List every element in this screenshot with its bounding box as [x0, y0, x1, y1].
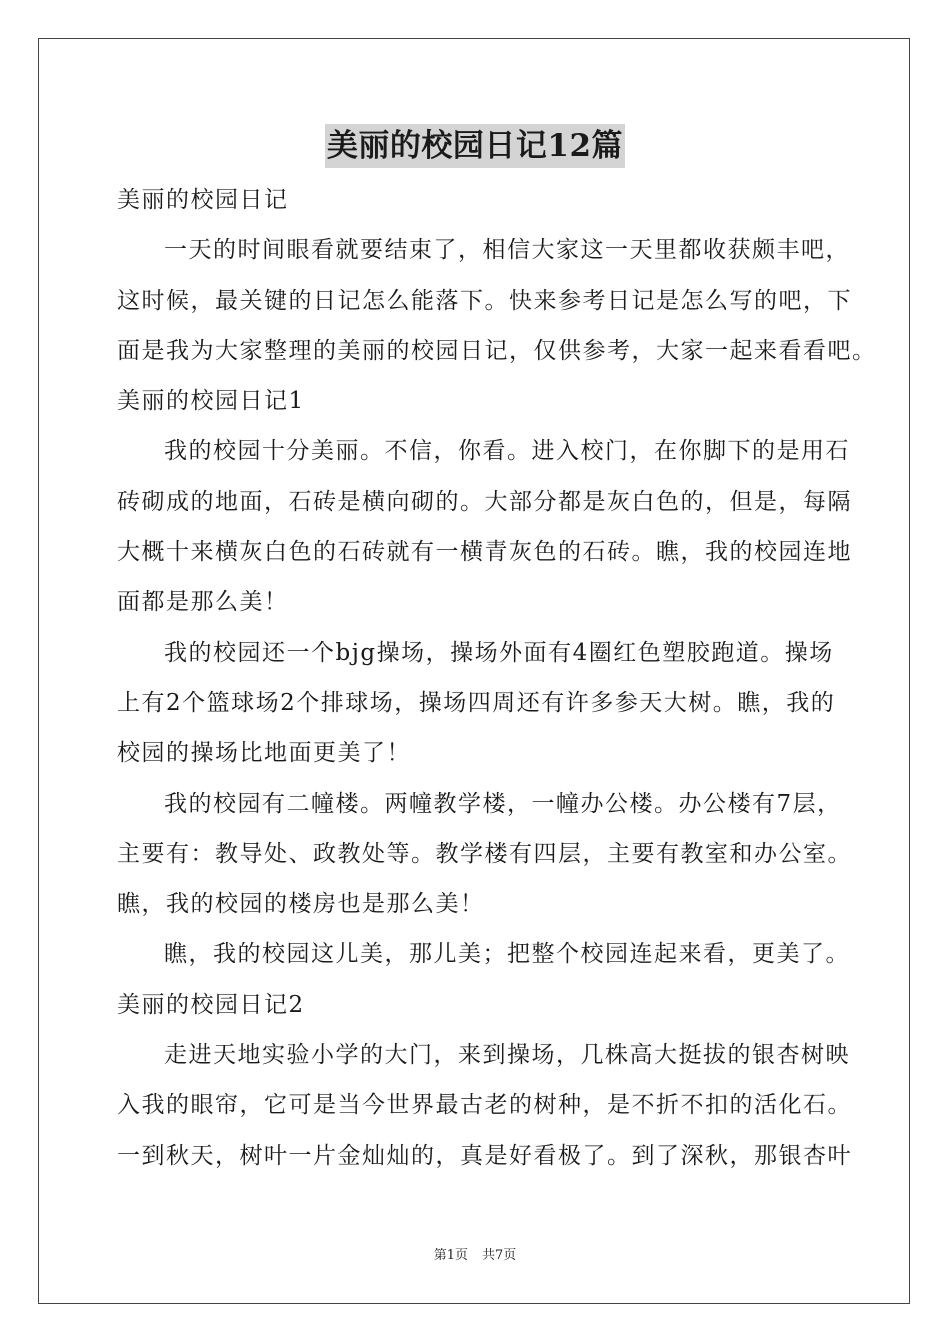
- document-body: [117, 175, 877, 1181]
- text-line: 一到秋天，树叶一片金灿灿的，真是好看极了。到了深秋，那银杏叶: [117, 1142, 852, 1169]
- text-line: 我的校园有二幢楼。两幢教学楼，一幢办公楼。办公楼有7层，: [164, 790, 842, 817]
- text-line: 这时候，最关键的日记怎么能落下。快来参考日记是怎么写的吧，下: [117, 287, 852, 314]
- text-line: 瞧，我的校园这儿美，那儿美；把整个校园连起来看，更美了。: [164, 941, 850, 968]
- page-footer: [0, 1244, 950, 1263]
- text-line: 大概十来横灰白色的石砖就有一横青灰色的石砖。瞧，我的校园连地: [117, 539, 852, 566]
- text-line: 美丽的校园日记2: [117, 991, 305, 1018]
- text-line: 美丽的校园日记1: [117, 388, 305, 415]
- text-line: 面是我为大家整理的美丽的校园日记，仅供参考，大家一起来看看吧。: [117, 337, 877, 364]
- text-line: 一天的时间眼看就要结束了，相信大家这一天里都收获颇丰吧，: [164, 237, 850, 264]
- text-line: 砖砌成的地面，石砖是横向砌的。大部分都是灰白色的，但是，每隔: [117, 488, 852, 515]
- text-line: 走进天地实验小学的大门，来到操场，几株高大挺拔的银杏树映: [164, 1042, 850, 1069]
- text-line: 入我的眼帘，它可是当今世界最古老的树种，是不折不扣的活化石。: [117, 1092, 852, 1119]
- text-line: 瞧，我的校园的楼房也是那么美！: [117, 891, 485, 918]
- document-title: 美丽的校园日记12篇: [325, 124, 625, 168]
- text-line: 校园的操场比地面更美了！: [117, 740, 411, 767]
- page-number: 第1页: [433, 1248, 468, 1263]
- text-line: 我的校园十分美丽。不信，你看。进入校门，在你脚下的是用石: [164, 438, 850, 465]
- text-line: 美丽的校园日记: [117, 187, 289, 213]
- page-total: 共7页: [482, 1248, 517, 1263]
- text-line: 我的校园还一个bjg操场，操场外面有4圈红色塑胶跑道。操场: [164, 639, 834, 666]
- text-line: 主要有：教导处、政教处等。教学楼有四层，主要有教室和办公室。: [117, 840, 852, 867]
- title-container: [0, 124, 950, 168]
- text-line: 上有2个篮球场2个排球场，操场四周还有许多参天大树。瞧，我的: [117, 689, 836, 716]
- text-line: 面都是那么美！: [117, 589, 289, 616]
